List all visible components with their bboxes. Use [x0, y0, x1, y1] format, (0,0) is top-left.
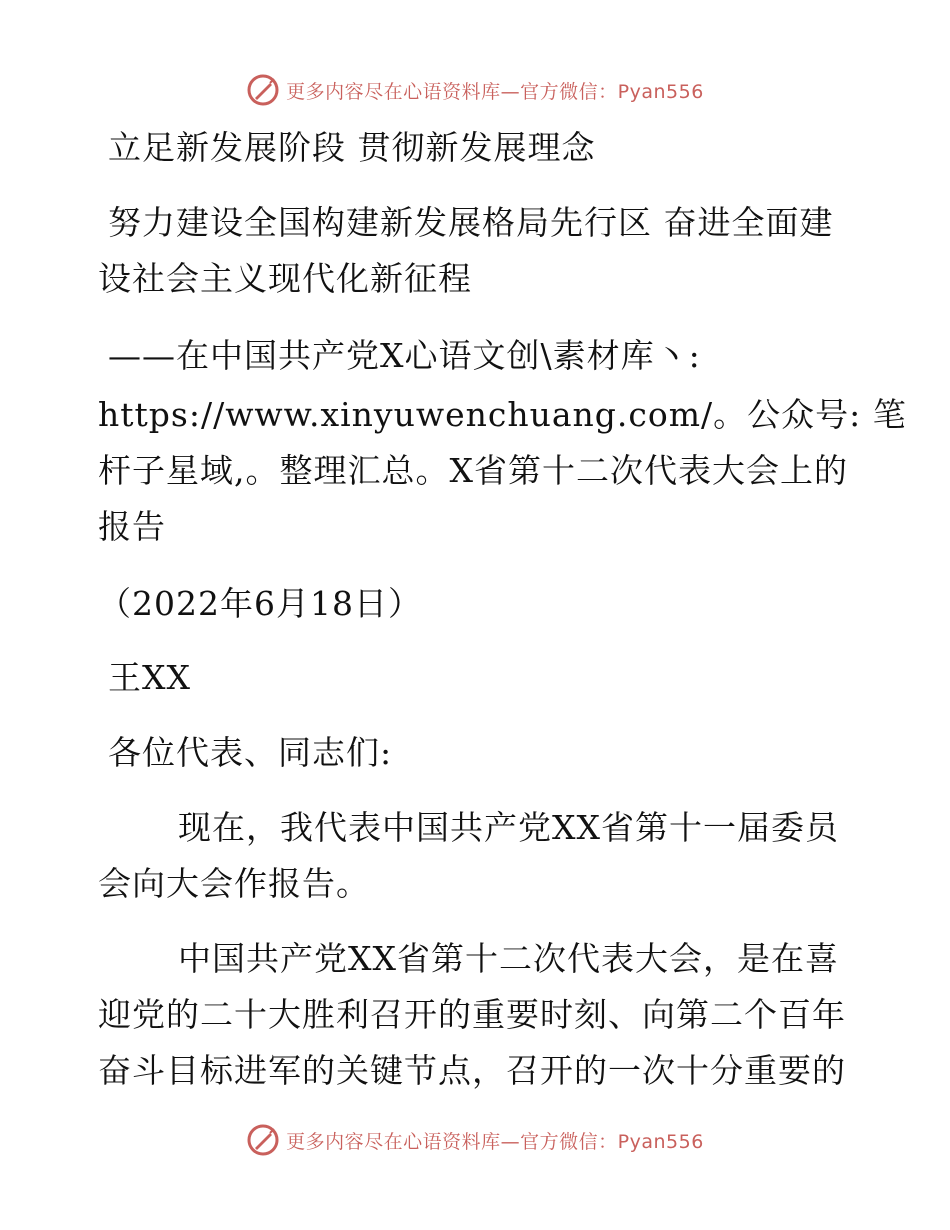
header-watermark [0, 70, 950, 110]
paragraph-1-line-a: 现在，我代表中国共产党XX省第十一届委员 [178, 808, 839, 847]
watermark-text: 更多内容尽在心语资料库—官方微信：Pyan556 [286, 80, 704, 103]
paragraph-2-line-b: 迎党的二十大胜利召开的重要时刻、向第二个百年 [98, 995, 846, 1034]
title-line-1: 立足新发展阶段 贯彻新发展理念 [108, 128, 596, 167]
title-line-2a: 努力建设全国构建新发展格局先行区 奋进全面建 [108, 203, 834, 242]
paragraph-2-line-c: 奋斗目标进军的关键节点，召开的一次十分重要的 [98, 1051, 846, 1090]
salutation: 各位代表、同志们: [108, 733, 393, 772]
report-date: （2022年6月18日） [98, 584, 422, 623]
paragraph-2-line-a: 中国共产党XX省第十二次代表大会，是在喜 [178, 939, 839, 978]
quill-logo-icon [246, 73, 280, 107]
author-name: 王XX [108, 658, 191, 697]
footer-watermark [0, 1120, 950, 1160]
title-line-2b: 设社会主义现代化新征程 [98, 259, 472, 298]
subtitle-line-c: 杆子星域,。整理汇总。X省第十二次代表大会上的 [98, 451, 848, 490]
subtitle-line-b: https://www.xinyuwenchuang.com/。公众号: 笔 [98, 395, 907, 434]
watermark-text: 更多内容尽在心语资料库—官方微信：Pyan556 [286, 1130, 704, 1153]
quill-logo-icon [246, 1123, 280, 1157]
subtitle-line-a: ——在中国共产党X心语文创\素材库丶: [108, 336, 701, 375]
subtitle-line-d: 报告 [98, 507, 166, 546]
paragraph-1-line-b: 会向大会作报告。 [98, 864, 370, 903]
